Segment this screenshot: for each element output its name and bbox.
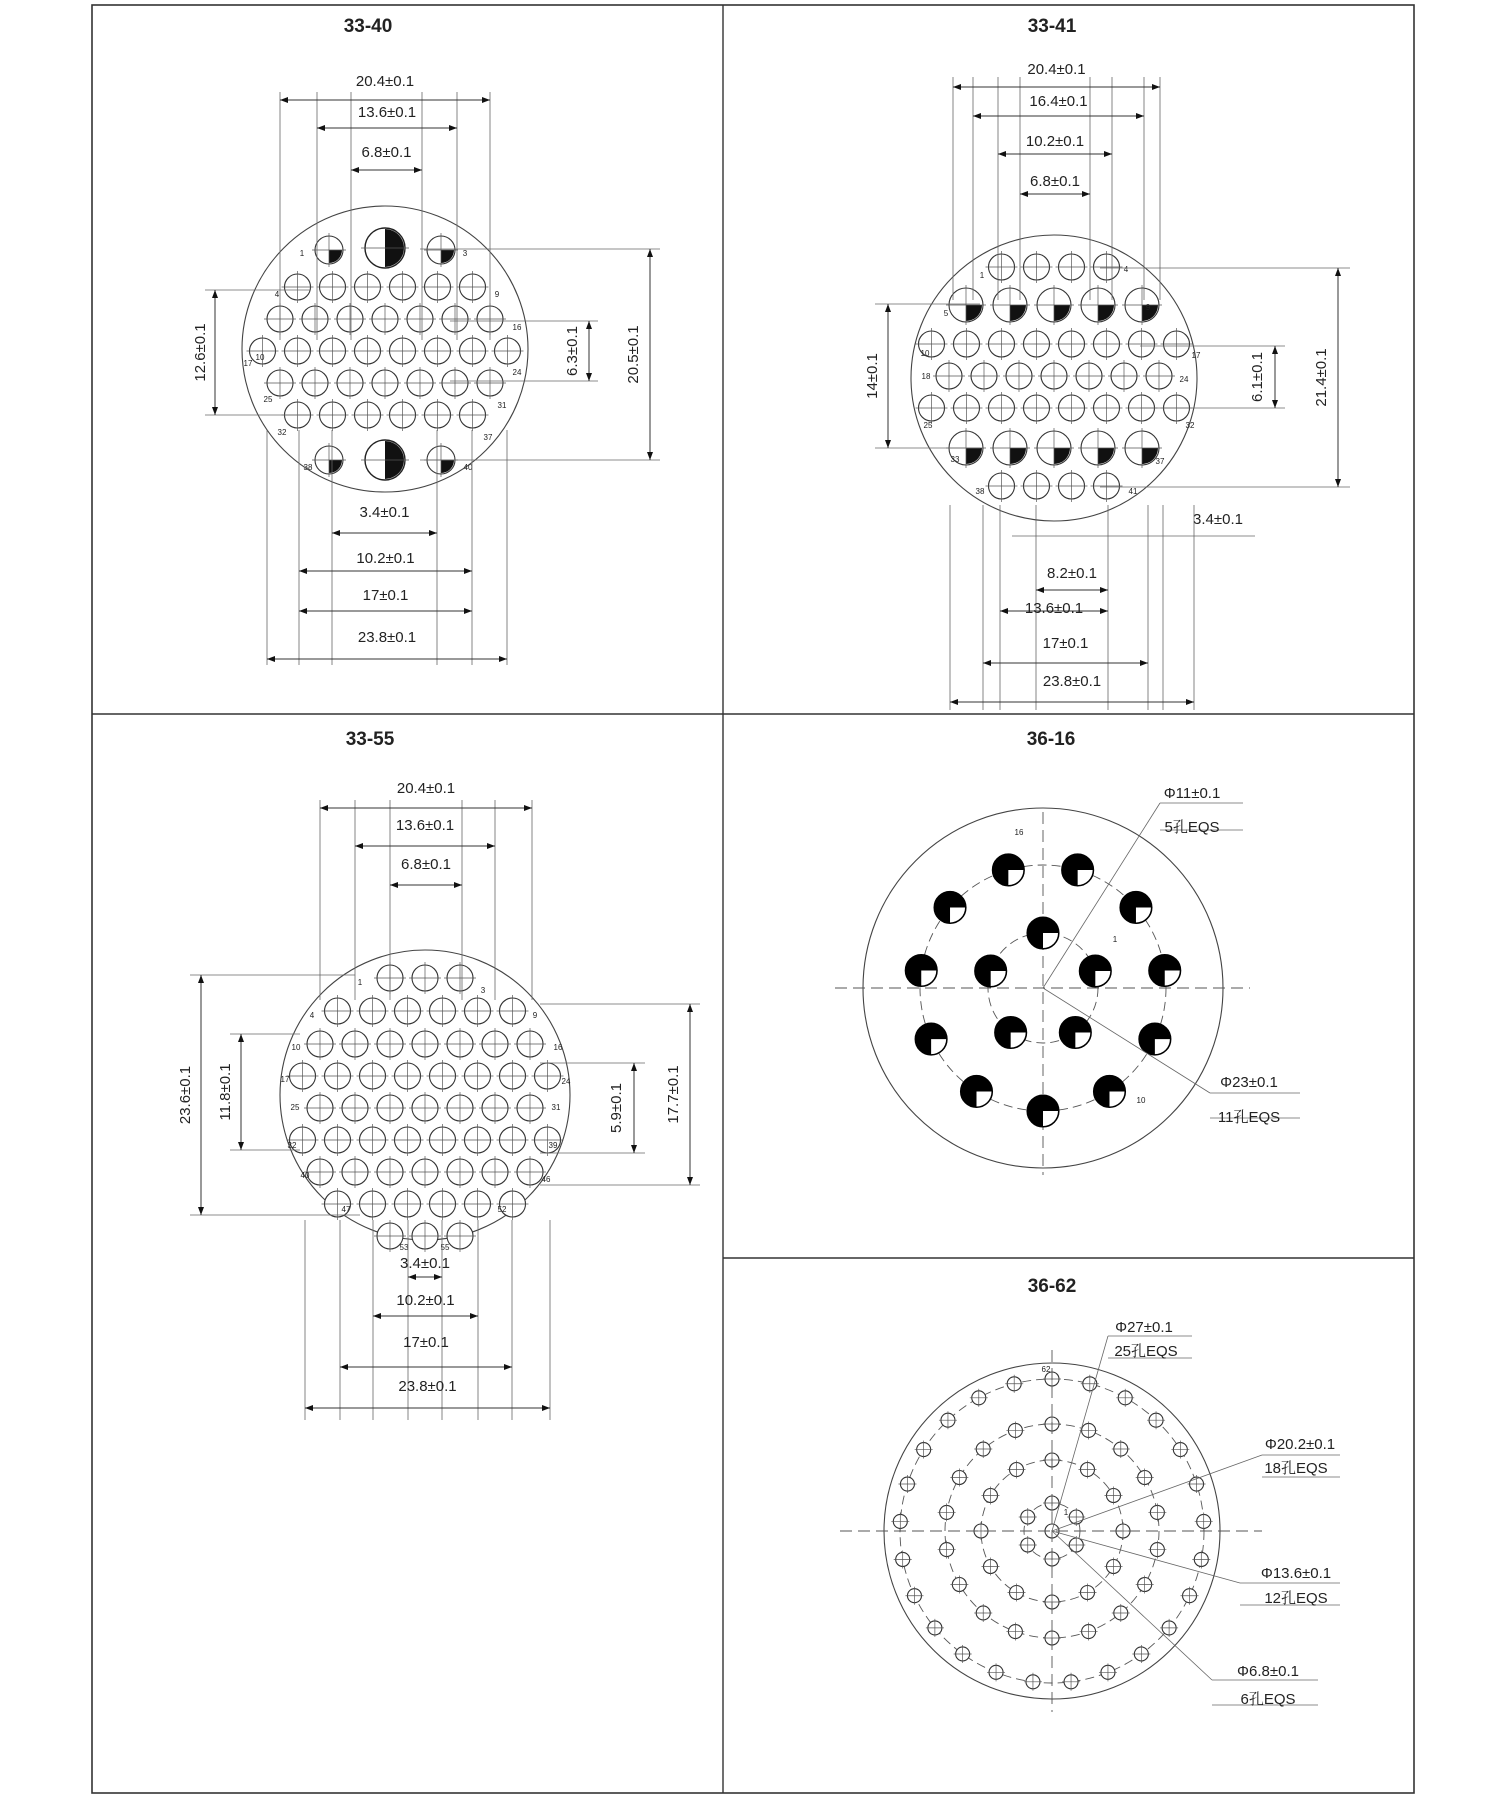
arrow-head — [1335, 479, 1341, 487]
pin-number: 4 — [274, 290, 280, 299]
panel-title: 36-62 — [1027, 1276, 1077, 1297]
arrow-head — [434, 1274, 442, 1280]
diameter-label: Φ20.2±0.1 — [1264, 1436, 1336, 1453]
dimension-label: 5.9±0.1 — [608, 1083, 625, 1133]
arrow-head — [429, 530, 437, 536]
diameter-label: Φ23±0.1 — [1220, 1074, 1278, 1091]
arrow-head — [504, 1364, 512, 1370]
pin-number: 38 — [975, 487, 985, 496]
keying-mark — [1043, 933, 1058, 948]
dimension-label: 6.8±0.1 — [401, 856, 451, 873]
panel-title: 33-41 — [1027, 16, 1077, 37]
arrow-head — [340, 1364, 348, 1370]
pin-number: 25 — [290, 1103, 300, 1112]
pin-number: 4 — [1123, 265, 1129, 274]
pin-number: 39 — [548, 1141, 558, 1150]
keying-mark — [921, 970, 936, 985]
arrow-head — [885, 440, 891, 448]
arrow-head — [482, 97, 490, 103]
dimension-label: 20.4±0.1 — [355, 73, 415, 90]
dimension-label: 13.6±0.1 — [357, 104, 417, 121]
arrow-head — [1020, 191, 1028, 197]
keying-mark — [1010, 448, 1026, 464]
arrow-head — [449, 125, 457, 131]
arrow-head — [1000, 608, 1008, 614]
arrow-head — [487, 843, 495, 849]
arrow-head — [212, 290, 218, 298]
pin-number: 25 — [263, 395, 273, 404]
panel-33-55 — [177, 729, 700, 1420]
keying-mark — [1011, 1032, 1026, 1047]
pin-number: 18 — [921, 372, 931, 381]
arrow-head — [408, 1274, 416, 1280]
arrow-head — [373, 1313, 381, 1319]
arrow-head — [320, 805, 328, 811]
dimension-label: 17±0.1 — [403, 1334, 449, 1351]
dimension-label: 17±0.1 — [362, 587, 409, 604]
keying-mark — [950, 907, 965, 922]
arrow-head — [998, 151, 1006, 157]
arrow-head — [267, 656, 275, 662]
pin-number: 24 — [512, 368, 522, 377]
dimension-label: 23.8±0.1 — [357, 629, 417, 646]
pin-number: 1 — [1063, 1508, 1069, 1517]
keying-mark — [1010, 305, 1026, 321]
keying-mark — [991, 971, 1006, 986]
panel-title: 33-40 — [343, 16, 393, 37]
arrow-head — [332, 530, 340, 536]
dimension-label: 10.2±0.1 — [356, 550, 415, 567]
keying-mark — [441, 460, 454, 473]
arrow-head — [454, 882, 462, 888]
pin-number: 16 — [512, 323, 522, 332]
dimension-label: 3.4±0.1 — [1193, 511, 1243, 528]
dimension-label: 11.8±0.1 — [217, 1063, 234, 1121]
sheet-frame — [92, 5, 1414, 1793]
pin-number: 32 — [287, 1141, 297, 1150]
diameter-label: Φ11±0.1 — [1163, 785, 1221, 802]
keying-mark — [1078, 870, 1093, 885]
pin-number: 37 — [1155, 457, 1165, 466]
dimension-label: 13.6±0.1 — [395, 817, 455, 834]
panel-33-41 — [864, 16, 1350, 710]
dimension-label: 3.4±0.1 — [400, 1255, 450, 1272]
arrow-head — [470, 1313, 478, 1319]
dimension-label: 23.6±0.1 — [177, 1065, 194, 1125]
pin-number: 16 — [553, 1043, 563, 1052]
arrow-head — [414, 167, 422, 173]
keying-mark — [1095, 971, 1110, 986]
arrow-head — [631, 1145, 637, 1153]
dimension-label: 6.3±0.1 — [564, 326, 581, 376]
arrow-head — [299, 568, 307, 574]
pin-number: 1 — [1112, 935, 1118, 944]
dimension-label: 16.4±0.1 — [1029, 93, 1088, 110]
arrow-head — [198, 975, 204, 983]
arrow-head — [1186, 699, 1194, 705]
arrow-head — [647, 249, 653, 257]
arrow-head — [1082, 191, 1090, 197]
keying-mark — [931, 1039, 946, 1054]
arrow-head — [950, 699, 958, 705]
pin-number: 31 — [497, 401, 507, 410]
keying-mark — [1109, 1091, 1124, 1106]
dimension-label: 20.4±0.1 — [1027, 61, 1086, 78]
dimension-label: 17±0.1 — [1042, 635, 1089, 652]
pin-number: 38 — [303, 463, 313, 472]
pin-number: 32 — [277, 428, 287, 437]
arrow-head — [524, 805, 532, 811]
arrow-head — [1136, 113, 1144, 119]
pin-number: 55 — [440, 1243, 450, 1252]
arrow-head — [973, 113, 981, 119]
pin-number: 31 — [551, 1103, 561, 1112]
pin-number: 5 — [943, 309, 949, 318]
pin-number: 24 — [561, 1077, 571, 1086]
arrow-head — [1100, 587, 1108, 593]
dimension-label: 20.5±0.1 — [625, 325, 642, 384]
dimension-label: 8.2±0.1 — [1047, 565, 1097, 582]
arrow-head — [390, 882, 398, 888]
pin-number: 10 — [1136, 1096, 1146, 1105]
keying-mark — [977, 1091, 992, 1106]
panel-36-62 — [840, 1276, 1340, 1712]
pin-number: 24 — [1179, 375, 1189, 384]
keying-mark — [1165, 970, 1180, 985]
arrow-head — [1272, 346, 1278, 354]
pin-number: 4 — [309, 1011, 315, 1020]
dimension-label: 10.2±0.1 — [1025, 133, 1085, 150]
pin-number: 37 — [483, 433, 493, 442]
arrow-head — [1140, 660, 1148, 666]
keying-mark — [1043, 1111, 1058, 1126]
arrow-head — [499, 656, 507, 662]
pin-number: 9 — [494, 290, 500, 299]
keying-mark — [329, 250, 342, 263]
arrow-head — [687, 1177, 693, 1185]
panel-36-16 — [835, 729, 1300, 1175]
pin-number: 40 — [463, 463, 473, 472]
pin-number: 25 — [923, 421, 933, 430]
hole-count-label: 12孔EQS — [1264, 1590, 1328, 1607]
keying-mark — [1098, 305, 1114, 321]
keying-mark — [1155, 1039, 1170, 1054]
keying-mark — [1054, 305, 1070, 321]
pin-number: 10 — [255, 353, 265, 362]
hole-count-label: 18孔EQS — [1264, 1460, 1328, 1477]
pin-number: 53 — [399, 1243, 409, 1252]
arrow-head — [355, 843, 363, 849]
pin-number: 62 — [1041, 1365, 1051, 1374]
pin-number: 10 — [920, 349, 930, 358]
keying-mark — [966, 305, 982, 321]
arrow-head — [631, 1063, 637, 1071]
dimension-label: 20.4±0.1 — [396, 780, 456, 797]
arrow-head — [198, 1207, 204, 1215]
arrow-head — [212, 407, 218, 415]
dimension-label: 12.6±0.1 — [192, 323, 209, 382]
hole-count-label: 5孔EQS — [1164, 819, 1220, 836]
arrow-head — [1100, 608, 1108, 614]
arrow-head — [1335, 268, 1341, 276]
pin-number: 47 — [341, 1205, 351, 1214]
dimension-label: 6.8±0.1 — [1030, 173, 1080, 190]
pin-number: 1 — [979, 271, 985, 280]
dimension-label: 23.8±0.1 — [398, 1378, 457, 1395]
pin-number: 52 — [497, 1205, 507, 1214]
dimension-label: 23.8±0.1 — [1042, 673, 1102, 690]
pin-number: 17 — [1191, 351, 1201, 360]
arrow-head — [586, 321, 592, 329]
arrow-head — [983, 660, 991, 666]
keying-mark — [1136, 907, 1151, 922]
pin-number: 16 — [1014, 828, 1024, 837]
dimension-label: 3.4±0.1 — [359, 504, 410, 521]
hole-count-label: 11孔EQS — [1217, 1109, 1281, 1126]
arrow-head — [238, 1034, 244, 1042]
pin-number: 41 — [1128, 487, 1138, 496]
arrow-head — [687, 1004, 693, 1012]
diameter-label: Φ13.6±0.1 — [1260, 1565, 1332, 1582]
pin-number: 9 — [1145, 303, 1151, 312]
panel-33-40 — [192, 16, 660, 665]
pin-number: 1 — [357, 978, 363, 987]
dimension-label: 6.1±0.1 — [1249, 352, 1266, 402]
dimension-label: 10.2±0.1 — [396, 1292, 455, 1309]
arrow-head — [1152, 84, 1160, 90]
arrow-head — [542, 1405, 550, 1411]
dimension-label: 21.4±0.1 — [1313, 348, 1330, 407]
keying-mark — [966, 448, 982, 464]
pin-number: 3 — [462, 249, 468, 258]
keying-mark — [441, 250, 454, 263]
arrow-head — [1272, 400, 1278, 408]
pin-number: 10 — [291, 1043, 301, 1052]
arrow-head — [953, 84, 961, 90]
dimension-label: 13.6±0.1 — [1024, 600, 1084, 617]
arrow-head — [885, 304, 891, 312]
panel-title: 33-55 — [345, 729, 395, 750]
diameter-label: Φ27±0.1 — [1115, 1319, 1173, 1336]
pin-number: 40 — [300, 1171, 310, 1180]
arrow-head — [305, 1405, 313, 1411]
diameter-label: Φ6.8±0.1 — [1237, 1663, 1299, 1680]
arrow-head — [351, 167, 359, 173]
arrow-head — [464, 568, 472, 574]
arrow-head — [1036, 587, 1044, 593]
arrow-head — [586, 373, 592, 381]
arrow-head — [464, 608, 472, 614]
keying-mark — [1054, 448, 1070, 464]
pin-number: 9 — [532, 1011, 538, 1020]
arrow-head — [280, 97, 288, 103]
dimension-label: 6.8±0.1 — [361, 144, 412, 161]
pin-number: 1 — [299, 249, 305, 258]
arrow-head — [238, 1142, 244, 1150]
arrow-head — [317, 125, 325, 131]
pin-number: 3 — [480, 986, 486, 995]
keying-mark — [1008, 870, 1023, 885]
panel-title: 36-16 — [1026, 729, 1076, 750]
arrow-head — [299, 608, 307, 614]
pin-number: 33 — [950, 455, 960, 464]
hole-count-label: 25孔EQS — [1114, 1343, 1178, 1360]
keying-mark — [329, 460, 342, 473]
arrow-head — [1104, 151, 1112, 157]
pin-number: 46 — [541, 1175, 551, 1184]
keying-mark — [1075, 1032, 1090, 1047]
pin-number: 17 — [280, 1075, 290, 1084]
pin-number: 32 — [1185, 421, 1195, 430]
dimension-label: 14±0.1 — [864, 353, 881, 399]
dimension-label: 17.7±0.1 — [665, 1065, 682, 1124]
pin-number: 17 — [243, 359, 253, 368]
keying-mark — [1098, 448, 1114, 464]
hole-count-label: 6孔EQS — [1240, 1691, 1296, 1708]
arrow-head — [647, 452, 653, 460]
